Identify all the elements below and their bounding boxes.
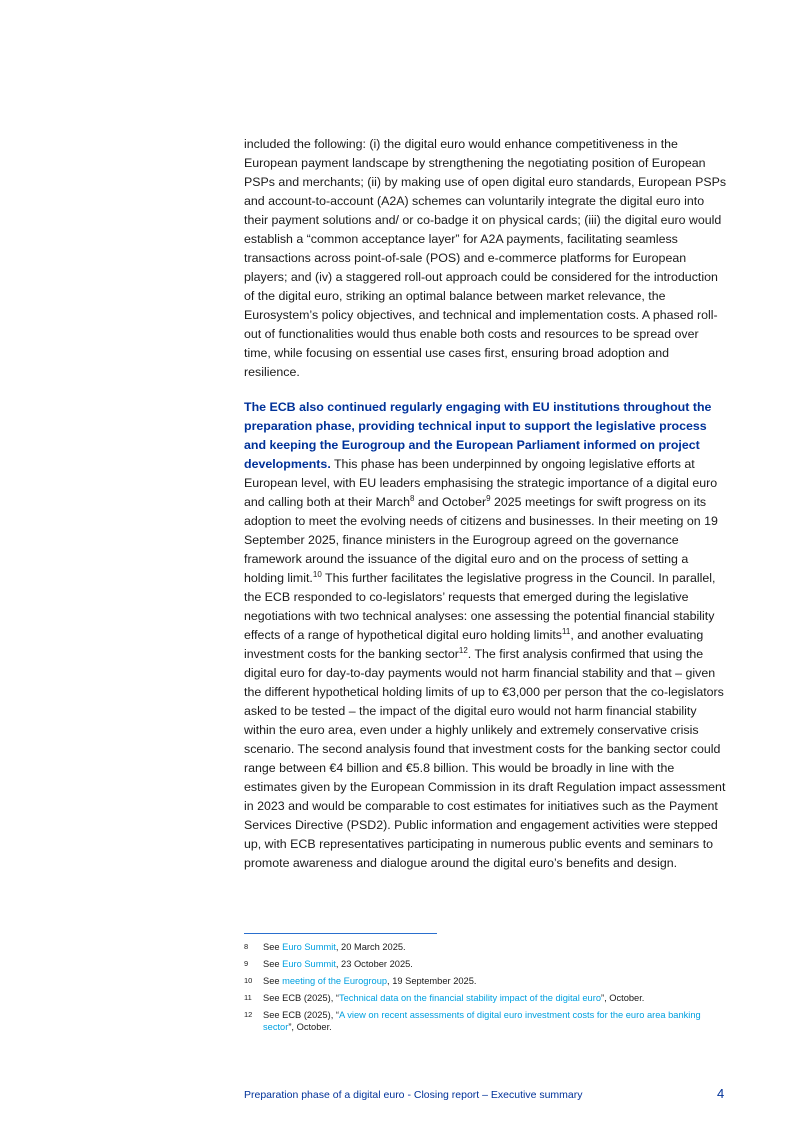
- footnote-prefix: See: [263, 976, 283, 986]
- footnotes: [244, 942, 714, 1039]
- footnote-link[interactable]: Euro Summit: [282, 942, 336, 952]
- footnote-link[interactable]: meeting of the Eurogroup: [282, 976, 388, 986]
- paragraph-2: [244, 398, 727, 873]
- footnote-number: 10: [244, 976, 253, 985]
- footnote-number: 8: [244, 942, 249, 951]
- footnote-suffix: ”, October.: [600, 993, 645, 1003]
- footnote-number: 11: [244, 993, 252, 1002]
- footnote-number: 12: [244, 1010, 253, 1019]
- page-number: 4: [717, 1086, 725, 1101]
- footnote-number: 9: [244, 959, 249, 968]
- paragraph-2-text-f: . The first analysis confirmed that using the digital euro for day-to-day payments would not harm financial stability and that – given the different hypothetical holding limits of up to €3,000 per person that the co-legislators asked to be tested – the impact of the digital euro would not harm financial stability within the euro area, even under a highly unlikely and extremely conservative crisis scenario. The second analysis found that investment costs for the banking sector could range between €4 billion and €5.8 billion. This would be broadly in line with the estimates given by the European Commission in its draft Regulation impact assessment in 2023 and would be comparable to cost estimates for initiatives such as the Payment Services Directive (PSD2). Public information and engagement activities were stepped up, with ECB representatives participating in numerous public events and seminars to promote awareness and dialogue around the digital euro’s benefits and design.: [244, 647, 726, 870]
- footnote-ref-11[interactable]: 11: [562, 626, 571, 636]
- footnote-ref-12[interactable]: 12: [458, 645, 468, 655]
- footnote-suffix: , 20 March 2025.: [335, 942, 406, 952]
- footnote-ref-10[interactable]: 10: [312, 569, 322, 579]
- footnote-text: [263, 959, 714, 971]
- paragraph-2-text-a: This phase has been underpinned by ongoing legislative efforts at European level, with EU leaders emphasising the strategic importance of a digital euro and calling both at their March: [244, 457, 718, 509]
- footnote-link[interactable]: Euro Summit: [282, 959, 336, 969]
- footnote-suffix: ”, October.: [288, 1021, 332, 1032]
- footnote-link[interactable]: A view on recent assessments of digital euro investment costs for the euro area banking sector: [263, 1010, 701, 1032]
- footnote-prefix: See ECB (2025), “: [263, 993, 339, 1003]
- main-content: [244, 135, 727, 873]
- footnote-text: [263, 976, 714, 988]
- paragraph-2-text-b: and October: [414, 495, 487, 509]
- running-footer: Preparation phase of a digital euro - Closing report – Executive summary: [244, 1089, 583, 1101]
- paragraph-2-lead: The ECB also continued regularly engaging with EU institutions throughout the preparation phase, providing technical input to support the legislative process and keeping the Eurogroup and the European Parliament informed on project developments.: [244, 400, 712, 471]
- footnote-text: [263, 1010, 714, 1033]
- footnote-ref-9[interactable]: 9: [486, 493, 491, 503]
- footnote-prefix: See: [263, 959, 283, 969]
- footnote-8: [244, 942, 714, 954]
- footnote-prefix: See ECB (2025), “: [263, 1010, 339, 1020]
- paragraph-2-text-d: This further facilitates the legislative progress in the Council. In parallel, the ECB responded to co-legislators’ requests that emerged during the legislative negotiations with two technical analyses: one assessing the potential financial stability effects of a range of hypothetical digital euro holding limits: [244, 571, 716, 642]
- paragraph-1: included the following: (i) the digital euro would enhance competitiveness in the European payment landscape by strengthening the negotiating position of European PSPs and merchants; (ii) by making use of open digital euro standards, European PSPs and account-to-account (A2A) schemes can voluntarily integrate the digital euro into their payment solutions and/ or co-badge it on physical cards; (iii) the digital euro would establish a “common acceptance layer” for A2A payments, facilitating seamless transactions across point-of-sale (POS) and e-commerce platforms for European players; and (iv) a staggered roll-out approach could be considered for the introduction of the digital euro, striking an optimal balance between market relevance, the Eurosystem’s policy objectives, and technical and implementation costs. A phased roll-out of functionalities would thus enable both costs and resources to be spread over time, while focusing on essential use cases first, ensuring broad adoption and resilience.: [244, 137, 727, 379]
- footnote-text: [263, 942, 714, 954]
- footnote-10: [244, 976, 714, 988]
- footnote-12: [244, 1010, 714, 1033]
- footnote-text: [263, 993, 714, 1005]
- footnote-suffix: , 23 October 2025.: [335, 959, 413, 969]
- footnote-prefix: See: [263, 942, 283, 952]
- paragraph-2-text-c: 2025 meetings for swift progress on its adoption to meet the evolving needs of citizens and businesses. In their meeting on 19 September 2025, finance ministers in the Eurogroup agreed on the governance framework around the issuance of the digital euro and on the process of setting a holding limit.: [244, 495, 718, 585]
- footnote-11: [244, 993, 714, 1005]
- paragraph-2-text-e: , and another evaluating investment costs for the banking sector: [244, 628, 704, 661]
- footnote-suffix: , 19 September 2025.: [387, 976, 477, 986]
- footnote-ref-8[interactable]: 8: [410, 493, 415, 503]
- footnote-divider: [244, 933, 437, 934]
- footnote-link[interactable]: Technical data on the financial stability impact of the digital euro: [338, 993, 601, 1003]
- footnote-9: [244, 959, 714, 971]
